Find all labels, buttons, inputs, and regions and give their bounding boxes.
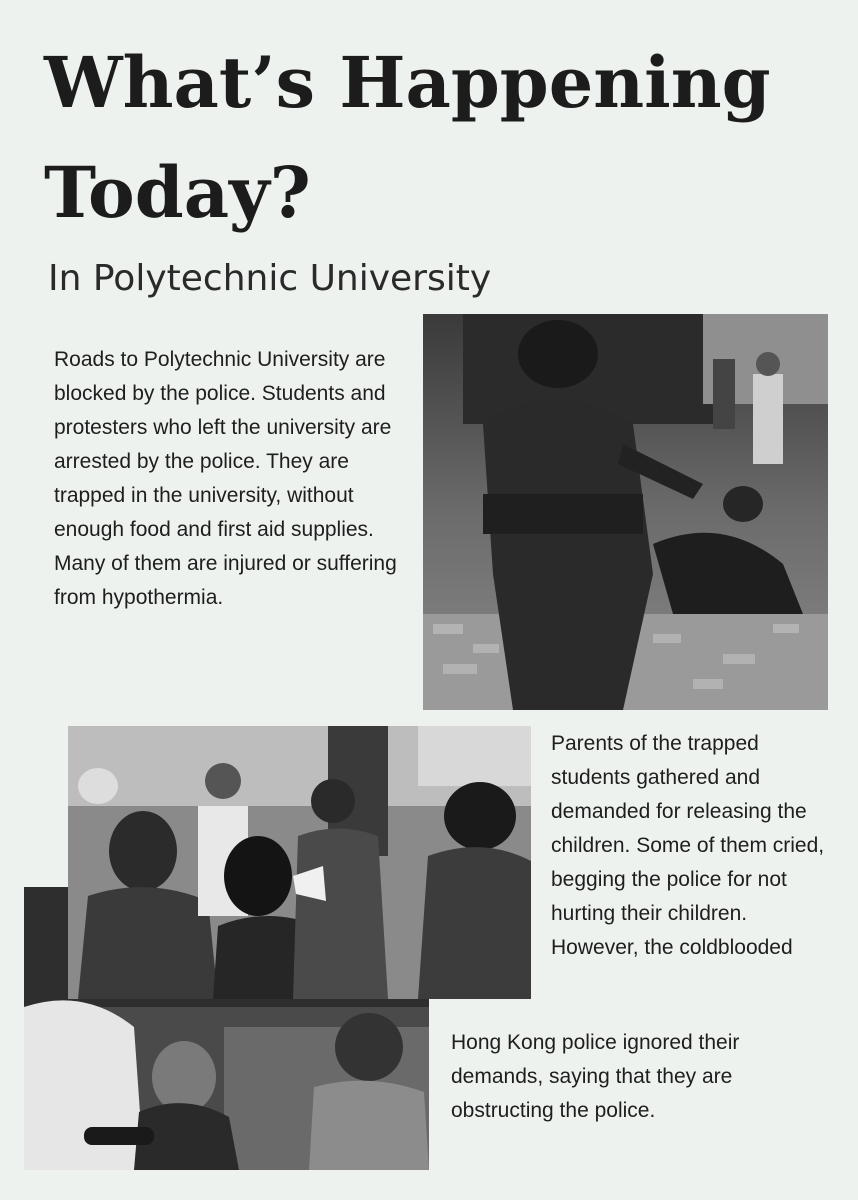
- paragraph-roads-blocked: Roads to Polytechnic University are blocked by the police. Students and protesters who left the university are arrested by the police. They are trapped in the university, without enough food and first aid supplies. Many of them are injured or suffering from hypothermia.: [54, 348, 397, 609]
- page-subtitle: In Polytechnic University: [48, 258, 492, 299]
- title-line-2: Today?: [44, 151, 311, 234]
- parents-police-photo: [68, 726, 531, 999]
- paragraph-police-ignored: Hong Kong police ignored their demands, saying that they are obstructing the police.: [451, 1031, 740, 1122]
- parents-police-image: [68, 726, 531, 999]
- riot-police-photo: [423, 314, 828, 710]
- paragraph-parents-gathered: Parents of the trapped students gathered and demanded for releasing the children. Some of them cried, begging the police for not hurting their children. However, the coldblooded: [551, 732, 825, 959]
- title-line-1: What’s Happening: [44, 41, 771, 124]
- page-title: [44, 28, 771, 248]
- riot-police-image: [423, 314, 828, 710]
